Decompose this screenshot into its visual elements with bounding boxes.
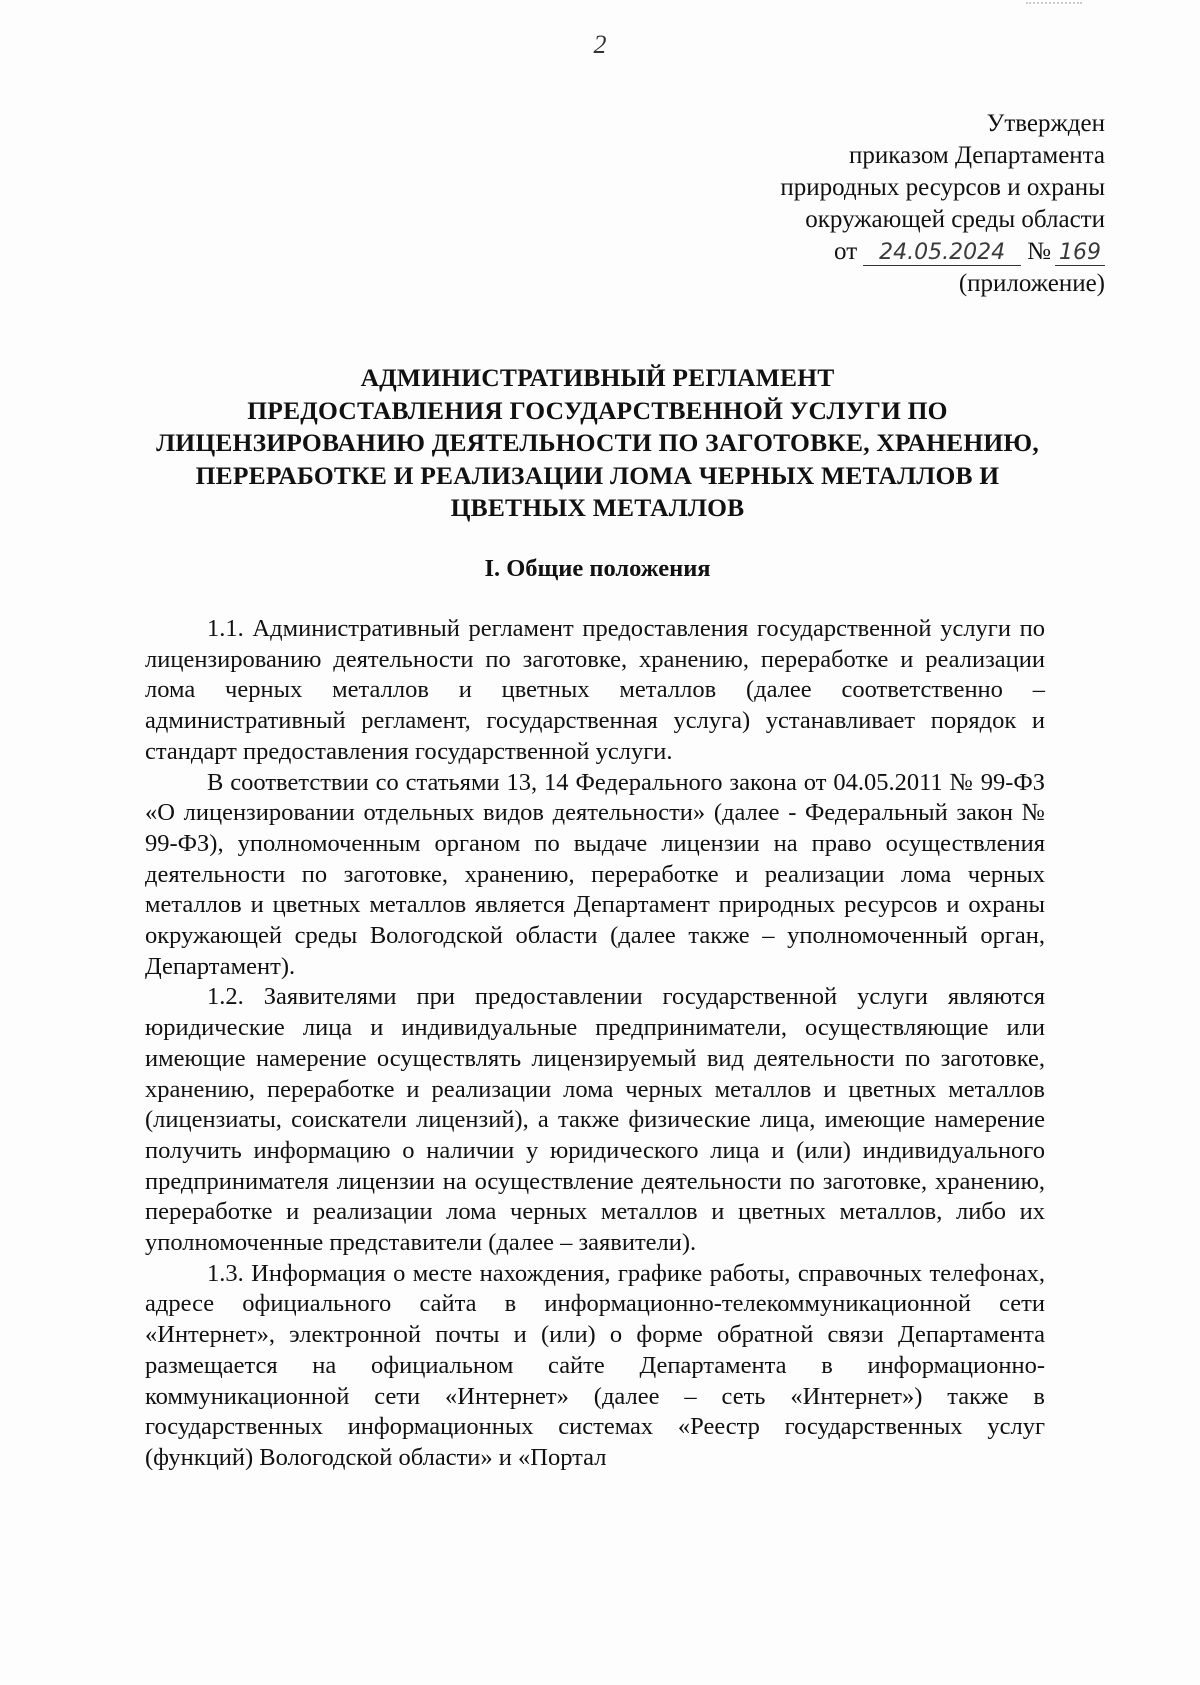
handwritten-number: 169	[1055, 241, 1105, 266]
paragraph-1-3: 1.3. Информация о месте нахождения, графике работы, справочных телефонах, адресе официального сайта в информационно-телекоммуникационной сети «Интернет», электронной почты и (или) о форме обратной связи Департамента размещается на официальном сайте Департамента в информационно-коммуникационной сети «Интернет» (далее – сеть «Интернет») также в государственных информационных системах «Реестр государственных услуг (функций) Вологодской области» и «Портал	[145, 1259, 1045, 1471]
approval-line-3: природных ресурсов и охраны	[780, 174, 1105, 201]
approval-block	[645, 108, 1105, 300]
title-line-1: АДМИНИСТРАТИВНЫЙ РЕГЛАМЕНТ	[360, 363, 835, 392]
approval-date-row	[645, 236, 1105, 268]
paragraph-1-2: 1.2. Заявителями при предоставлении государственной услуги являются юридические лица и индивидуальные предприниматели, осуществляющие или имеющие намерение осуществлять лицензируемый вид деятельности по заготовке, хранению, переработке и реализации лома черных металлов и цветных металлов (лицензиаты, соискатели лицензий), а также физические лица, имеющие намерение получить информацию о наличии у юридического лица и (или) индивидуального предпринимателя лицензии на осуществление деятельности по заготовке, хранению, переработке и реализации лома черных металлов и цветных металлов, либо их уполномоченные представители (далее – заявители).	[145, 983, 1045, 1257]
section-heading: I. Общие положения	[484, 555, 711, 582]
document-title	[140, 362, 1055, 525]
title-line-2: ПРЕДОСТАВЛЕНИЯ ГОСУДАРСТВЕННОЙ УСЛУГИ ПО	[247, 395, 948, 425]
approval-line-2: приказом Департамента	[849, 142, 1105, 169]
title-line-4: ПЕРЕРАБОТКЕ И РЕАЛИЗАЦИИ ЛОМА ЧЕРНЫХ МЕТАЛЛОВ И	[195, 460, 1000, 490]
title-line-3: ЛИЦЕНЗИРОВАНИЮ ДЕЯТЕЛЬНОСТИ ПО ЗАГОТОВКЕ, ХРАНЕНИЮ,	[156, 428, 1039, 457]
paragraph-1-1-cont: В соответствии со статьями 13, 14 Федерального закона от 04.05.2011 № 99-ФЗ «О лицензировании отдельных видов деятельности» (далее - Федеральный закон № 99-ФЗ), уполномоченным органом по выдаче лицензии на право осуществления деятельности по заготовке, хранению, переработке и реализации лома черных металлов и цветных металлов является Департамент природных ресурсов и охраны окружающей среды Вологодской области (далее также – уполномоченный орган, Департамент).	[145, 768, 1045, 980]
handwritten-date: 24.05.2024	[863, 241, 1021, 266]
approval-line-4: окружающей среды области	[805, 206, 1105, 233]
number-prefix: №	[1027, 238, 1051, 265]
scan-artifact	[1026, 2, 1082, 10]
title-line-5: ЦВЕТНЫХ МЕТАЛЛОВ	[450, 493, 745, 522]
date-prefix: от	[834, 238, 858, 265]
body-text	[145, 614, 1045, 1474]
paragraph-1-1: 1.1. Административный регламент предоставления государственной услуги по лицензированию деятельности по заготовке, хранению, переработке и реализации лома черных металлов и цветных металлов (далее соответственно – административный регламент, государственная услуга) устанавливает порядок и стандарт предоставления государственной услуги.	[145, 615, 1045, 765]
page-number: 2	[593, 30, 607, 59]
approval-line-1: Утвержден	[986, 110, 1105, 137]
approval-line-6: (приложение)	[958, 270, 1105, 297]
